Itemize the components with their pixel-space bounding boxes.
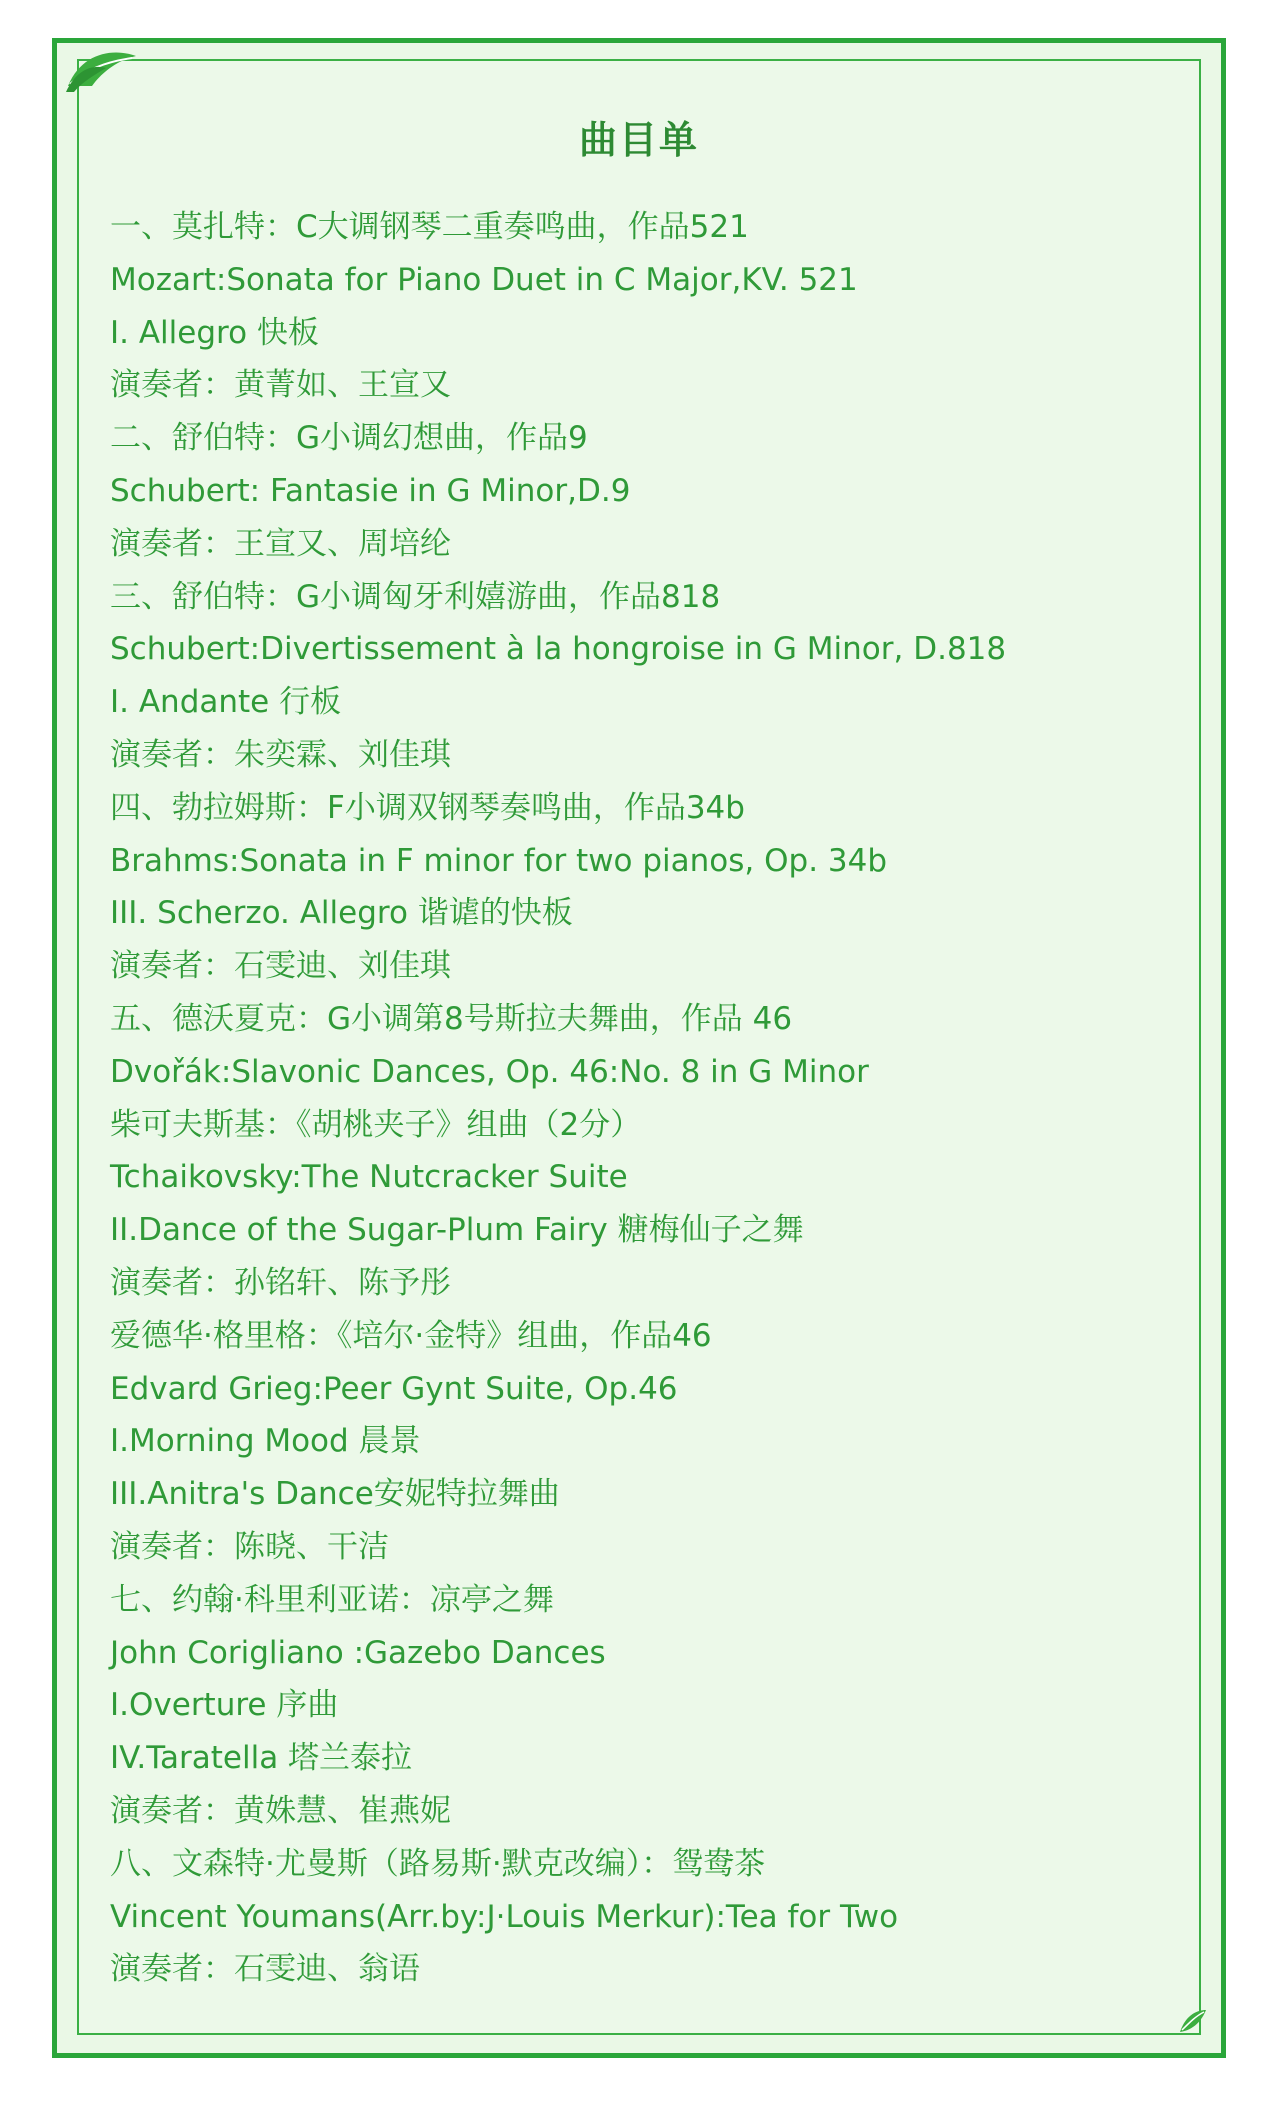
page-title: 曲目单 — [578, 118, 699, 162]
program-line: 演奏者：黄姝慧、崔燕妮 — [110, 1792, 451, 1829]
program-frame — [52, 38, 1226, 2058]
program-line: 演奏者：王宣又、周培纶 — [110, 525, 451, 562]
program-line: I.Morning Mood 晨景 — [110, 1423, 421, 1460]
program-line: John Corigliano :Gazebo Dances — [110, 1634, 606, 1671]
program-line: Dvořák:Slavonic Dances, Op. 46:No. 8 in G Minor — [110, 1053, 869, 1090]
program-line: Edvard Grieg:Peer Gynt Suite, Op.46 — [110, 1370, 678, 1407]
program-line: 八、文森特·尤曼斯（路易斯·默克改编）：鸳鸯茶 — [110, 1845, 766, 1882]
leaf-icon — [1176, 2006, 1210, 2036]
program-line: 四、勃拉姆斯：F小调双钢琴奏鸣曲，作品34b — [110, 789, 745, 826]
program-line: 三、舒伯特：G小调匈牙利嬉游曲，作品818 — [110, 578, 721, 615]
program-line: IV.Taratella 塔兰泰拉 — [110, 1740, 413, 1777]
program-line: I. Andante 行板 — [110, 684, 342, 721]
program-line: Mozart:Sonata for Piano Duet in C Major,KV. 521 — [110, 261, 858, 298]
program-line: 五、德沃夏克：G小调第8号斯拉夫舞曲，作品 46 — [110, 1000, 793, 1037]
program-line: III.Anitra's Dance安妮特拉舞曲 — [110, 1476, 560, 1513]
program-line: 七、约翰·科里利亚诺：凉亭之舞 — [110, 1581, 554, 1618]
program-line: 柴可夫斯基：《胡桃夹子》组曲（2分） — [110, 1106, 642, 1143]
program-list — [110, 201, 1006, 1996]
program-line: I. Allegro 快板 — [110, 314, 319, 351]
program-line: 演奏者：黄菁如、王宣又 — [110, 367, 451, 404]
program-line: 演奏者：孙铭轩、陈予彤 — [110, 1264, 451, 1301]
program-line: III. Scherzo. Allegro 谐谑的快板 — [110, 895, 573, 932]
program-line: II.Dance of the Sugar-Plum Fairy 糖梅仙子之舞 — [110, 1212, 804, 1249]
leaf-icon — [62, 46, 142, 94]
program-line: Vincent Youmans(Arr.by:J·Louis Merkur):Tea for Two — [110, 1898, 899, 1935]
program-line: 演奏者：石雯迪、刘佳琪 — [110, 948, 451, 985]
program-line: 一、莫扎特：C大调钢琴二重奏鸣曲，作品521 — [110, 209, 749, 245]
program-line: 爱德华·格里格：《培尔·金特》组曲，作品46 — [110, 1317, 712, 1354]
program-line: Schubert: Fantasie in G Minor,D.9 — [110, 472, 631, 509]
program-line: I.Overture 序曲 — [110, 1687, 339, 1724]
program-line: Tchaikovsky:The Nutcracker Suite — [110, 1159, 628, 1196]
program-line: 演奏者：石雯迪、翁语 — [110, 1951, 420, 1988]
program-line: 二、舒伯特：G小调幻想曲，作品9 — [110, 420, 588, 457]
program-line: Brahms:Sonata in F minor for two pianos, Op. 34b — [110, 842, 888, 879]
program-inner-border — [77, 59, 1201, 2035]
program-line: 演奏者：陈晓、干洁 — [110, 1528, 389, 1565]
program-line: 演奏者：朱奕霖、刘佳琪 — [110, 736, 451, 773]
program-line: Schubert:Divertissement à la hongroise in G Minor, D.818 — [110, 631, 1007, 668]
